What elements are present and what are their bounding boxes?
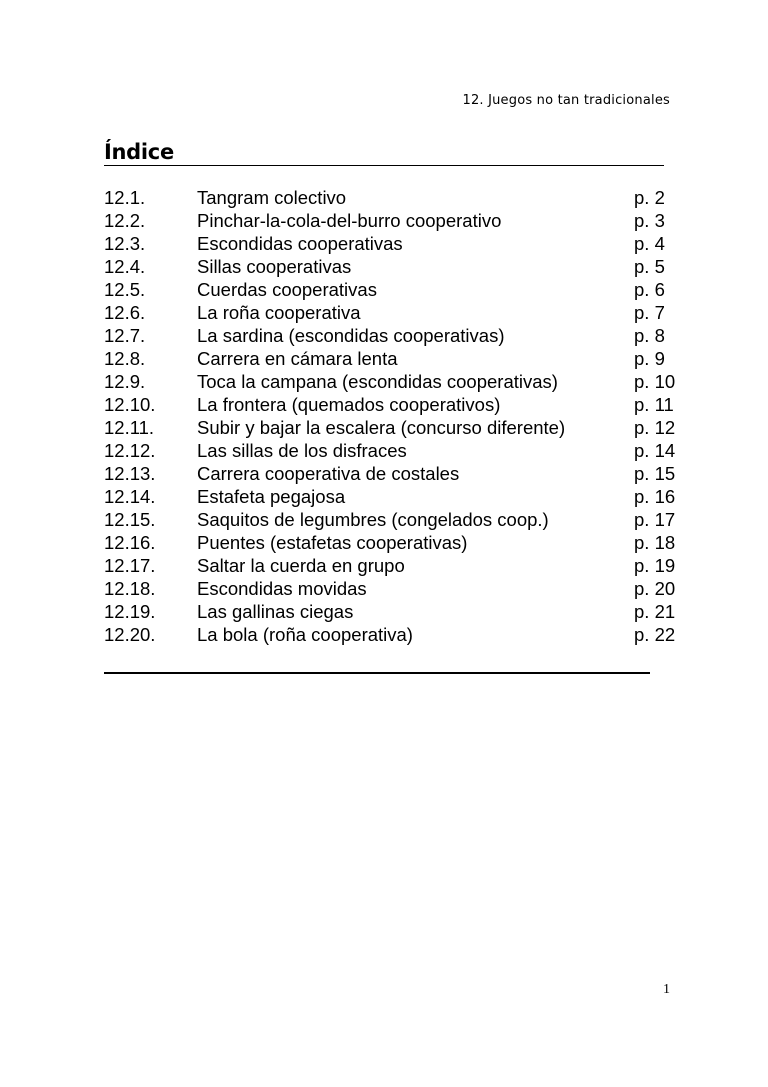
toc-entry-number: 12.14.	[104, 486, 156, 507]
toc-entry-title: Saltar la cuerda en grupo	[197, 555, 405, 576]
toc-entry-page: p. 11	[634, 394, 674, 415]
toc-entry-number: 12.1.	[104, 187, 146, 208]
toc-entry	[104, 301, 684, 324]
toc-entry-page: p. 21	[634, 601, 676, 622]
toc-entry-title: Saquitos de legumbres (congelados coop.)	[197, 509, 549, 530]
toc-entry-page: p. 22	[634, 624, 676, 645]
toc-entry-page: p. 5	[634, 256, 665, 277]
toc-entry-title: Puentes (estafetas cooperativas)	[197, 532, 468, 553]
toc-entry	[104, 370, 684, 393]
toc-entry	[104, 531, 684, 554]
toc-entry-page: p. 17	[634, 509, 676, 530]
toc-entry-page: p. 6	[634, 279, 665, 300]
toc-entry-title: Las sillas de los disfraces	[197, 440, 407, 461]
toc-entry	[104, 209, 684, 232]
toc-entry-page: p. 12	[634, 417, 676, 438]
toc-entry-number: 12.10.	[104, 394, 156, 415]
toc-entry-page: p. 18	[634, 532, 676, 553]
toc-entry-title: La frontera (quemados cooperativos)	[197, 394, 501, 415]
toc-entry-number: 12.6.	[104, 302, 146, 323]
toc-entry-number: 12.18.	[104, 578, 156, 599]
toc-entry-title: Carrera en cámara lenta	[197, 348, 398, 369]
toc-entry-title: Estafeta pegajosa	[197, 486, 346, 507]
toc-entry-number: 12.20.	[104, 624, 156, 645]
toc-entry	[104, 485, 684, 508]
toc-entry	[104, 278, 684, 301]
toc-entry	[104, 416, 684, 439]
toc-entry	[104, 462, 684, 485]
toc-entry-title: Pinchar-la-cola-del-burro cooperativo	[197, 210, 502, 231]
toc-entry-page: p. 15	[634, 463, 676, 484]
toc-entry-page: p. 19	[634, 555, 676, 576]
toc-entry-number: 12.13.	[104, 463, 156, 484]
toc-entry-title: Carrera cooperativa de costales	[197, 463, 460, 484]
toc-entry-number: 12.4.	[104, 256, 146, 277]
toc-entry-page: p. 9	[634, 348, 665, 369]
toc-entry-title: Escondidas movidas	[197, 578, 367, 599]
toc-entry-title: La roña cooperativa	[197, 302, 361, 323]
toc-entry-number: 12.16.	[104, 532, 156, 553]
toc-entry	[104, 554, 684, 577]
toc-entry	[104, 324, 684, 347]
toc-entry-number: 12.17.	[104, 555, 156, 576]
toc-entry-page: p. 16	[634, 486, 676, 507]
toc-entry-number: 12.12.	[104, 440, 156, 461]
toc-entry-number: 12.3.	[104, 233, 146, 254]
toc-entry-number: 12.8.	[104, 348, 146, 369]
toc-entry-number: 12.19.	[104, 601, 156, 622]
toc-entry	[104, 347, 684, 370]
toc-entry-title: La bola (roña cooperativa)	[197, 624, 413, 645]
toc-entry	[104, 186, 684, 209]
index-title: Índice	[104, 140, 174, 164]
toc-entry-title: La sardina (escondidas cooperativas)	[197, 325, 505, 346]
toc-entry-page: p. 7	[634, 302, 665, 323]
toc-entry	[104, 623, 684, 646]
toc-entry	[104, 439, 684, 462]
table-of-contents	[104, 186, 684, 646]
toc-entry-number: 12.2.	[104, 210, 146, 231]
toc-entry	[104, 600, 684, 623]
toc-entry-number: 12.11.	[104, 417, 155, 438]
toc-entry-page: p. 2	[634, 187, 665, 208]
toc-entry-page: p. 8	[634, 325, 665, 346]
toc-entry-title: Subir y bajar la escalera (concurso diferente)	[197, 417, 566, 438]
toc-entry-title: Tangram colectivo	[197, 187, 347, 208]
toc-entry-page: p. 4	[634, 233, 665, 254]
toc-entry-number: 12.9.	[104, 371, 146, 392]
toc-entry-number: 12.15.	[104, 509, 156, 530]
closing-rule	[104, 672, 650, 674]
toc-entry-title: Las gallinas ciegas	[197, 601, 354, 622]
toc-entry	[104, 508, 684, 531]
toc-entry-page: p. 14	[634, 440, 676, 461]
toc-entry-page: p. 20	[634, 578, 676, 599]
toc-entry-title: Sillas cooperativas	[197, 256, 352, 277]
running-header: 12. Juegos no tan tradicionales	[462, 93, 670, 108]
toc-entry-title: Cuerdas cooperativas	[197, 279, 377, 300]
toc-entry	[104, 232, 684, 255]
title-underline	[104, 165, 664, 166]
toc-entry-title: Escondidas cooperativas	[197, 233, 403, 254]
page-number: 1	[663, 982, 670, 997]
toc-entry	[104, 393, 684, 416]
toc-entry-title: Toca la campana (escondidas cooperativas)	[197, 371, 558, 392]
toc-entry-page: p. 10	[634, 371, 676, 392]
toc-entry	[104, 255, 684, 278]
toc-entry-number: 12.5.	[104, 279, 146, 300]
toc-entry-page: p. 3	[634, 210, 665, 231]
toc-entry	[104, 577, 684, 600]
toc-entry-number: 12.7.	[104, 325, 146, 346]
